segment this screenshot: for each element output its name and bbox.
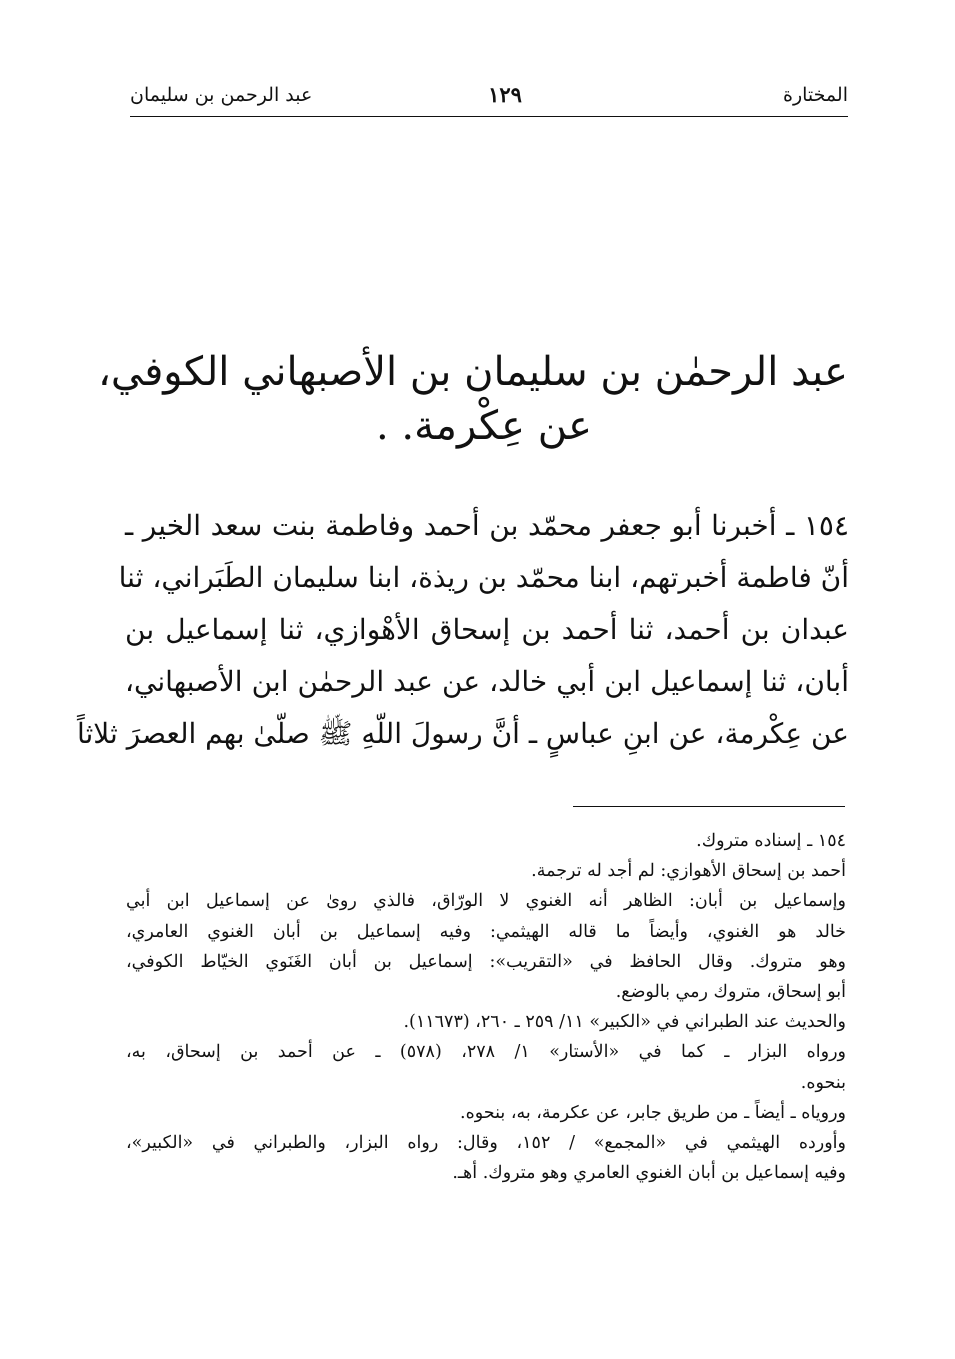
hadith-line-4: أبان، ثنا إسماعيل ابن أبي خالد، عن عبد الرحمٰن ابن الأصبهاني، xyxy=(125,665,849,698)
heading-line-2: عن عِكْرمة. . xyxy=(375,403,593,449)
hadith-line-3: عبدان بن أحمد، ثنا أحمد بن إسحاق الأهْوازي، ثنا إسماعيل بن xyxy=(125,613,849,646)
footnote-line-8: ورواه البزار ـ كما في «الأستار» ١/ ٢٧٨، (٥٧٨) ـ عن أحمد بن إسحاق، به، xyxy=(126,1042,846,1063)
hadith-text xyxy=(76,500,849,760)
section-running-title: عبد الرحمن بن سليمان xyxy=(130,84,313,106)
running-header xyxy=(130,76,848,116)
page-number: ١٢٩ xyxy=(488,82,522,107)
footnote-line-12: وفيه إسماعيل بن أبان الغنوي العامري وهو متروك. أهـ. xyxy=(452,1163,846,1184)
footnote-line-1: ١٥٤ ـ إسناده متروك. xyxy=(696,831,846,851)
footnote-line-5: وهو متروك. وقال الحافظ في «التقريب»: إسماعيل بن أبان الغَنَوي الخيّاط الكوفي، xyxy=(126,951,846,972)
header-rule xyxy=(130,116,848,117)
footnote-line-11: وأورده الهيثمي في «المجمع» / ١٥٢، وقال: رواه البزار، والطبراني في «الكبير»، xyxy=(126,1132,846,1153)
section-heading xyxy=(97,345,848,453)
footnote-line-6: أبو إسحاق، متروك رمي بالوضع. xyxy=(615,981,846,1002)
book-title: المختارة xyxy=(783,84,848,106)
footnote-line-10: وروياه ـ أيضاً ـ من طريق جابر، عن عكرمة، به، بنحوه. xyxy=(460,1102,846,1123)
hadith-line-5: عن عِكْرمة، عن ابنِ عباسٍ ـ أنَّ رسولَ اللّهِ ﷺ صلّىٰ بهم العصرَ ثلاثاً xyxy=(76,717,849,750)
footnote-separator xyxy=(573,806,845,807)
footnotes xyxy=(126,826,846,1188)
hadith-line-1: ١٥٤ ـ أخبرنا أبو جعفر محمّد بن أحمد وفاطمة بنت سعد الخير ـ xyxy=(125,509,849,542)
footnote-line-3: وإسماعيل بن أبان: الظاهر أنه الغنوي لا الورّاق، فالذي روىٰ عن إسماعيل ابن أبي xyxy=(126,891,846,912)
hadith-line-2: أنّ فاطمة أخبرتهم، ابنا محمّد بن ريذة، ابنا سليمان الطَبَراني، ثنا xyxy=(118,561,849,594)
footnote-line-7: والحديث عند الطبراني في «الكبير» ١١/ ٢٥٩ ـ ٢٦٠، (١١٦٧٣). xyxy=(403,1012,846,1033)
footnote-line-2: أحمد بن إسحاق الأهوازي: لم أجد له ترجمة. xyxy=(531,861,846,882)
footnote-line-9: بنحوه. xyxy=(800,1072,846,1093)
heading-line-1: عبد الرحمٰن بن سليمان بن الأصبهاني الكوفي، xyxy=(97,349,848,395)
footnote-line-4: خالد هو الغنوي، وأيضاً ما قاله الهيثمي: وفيه إسماعيل بن أبان الغنوي العامري، xyxy=(126,921,846,942)
